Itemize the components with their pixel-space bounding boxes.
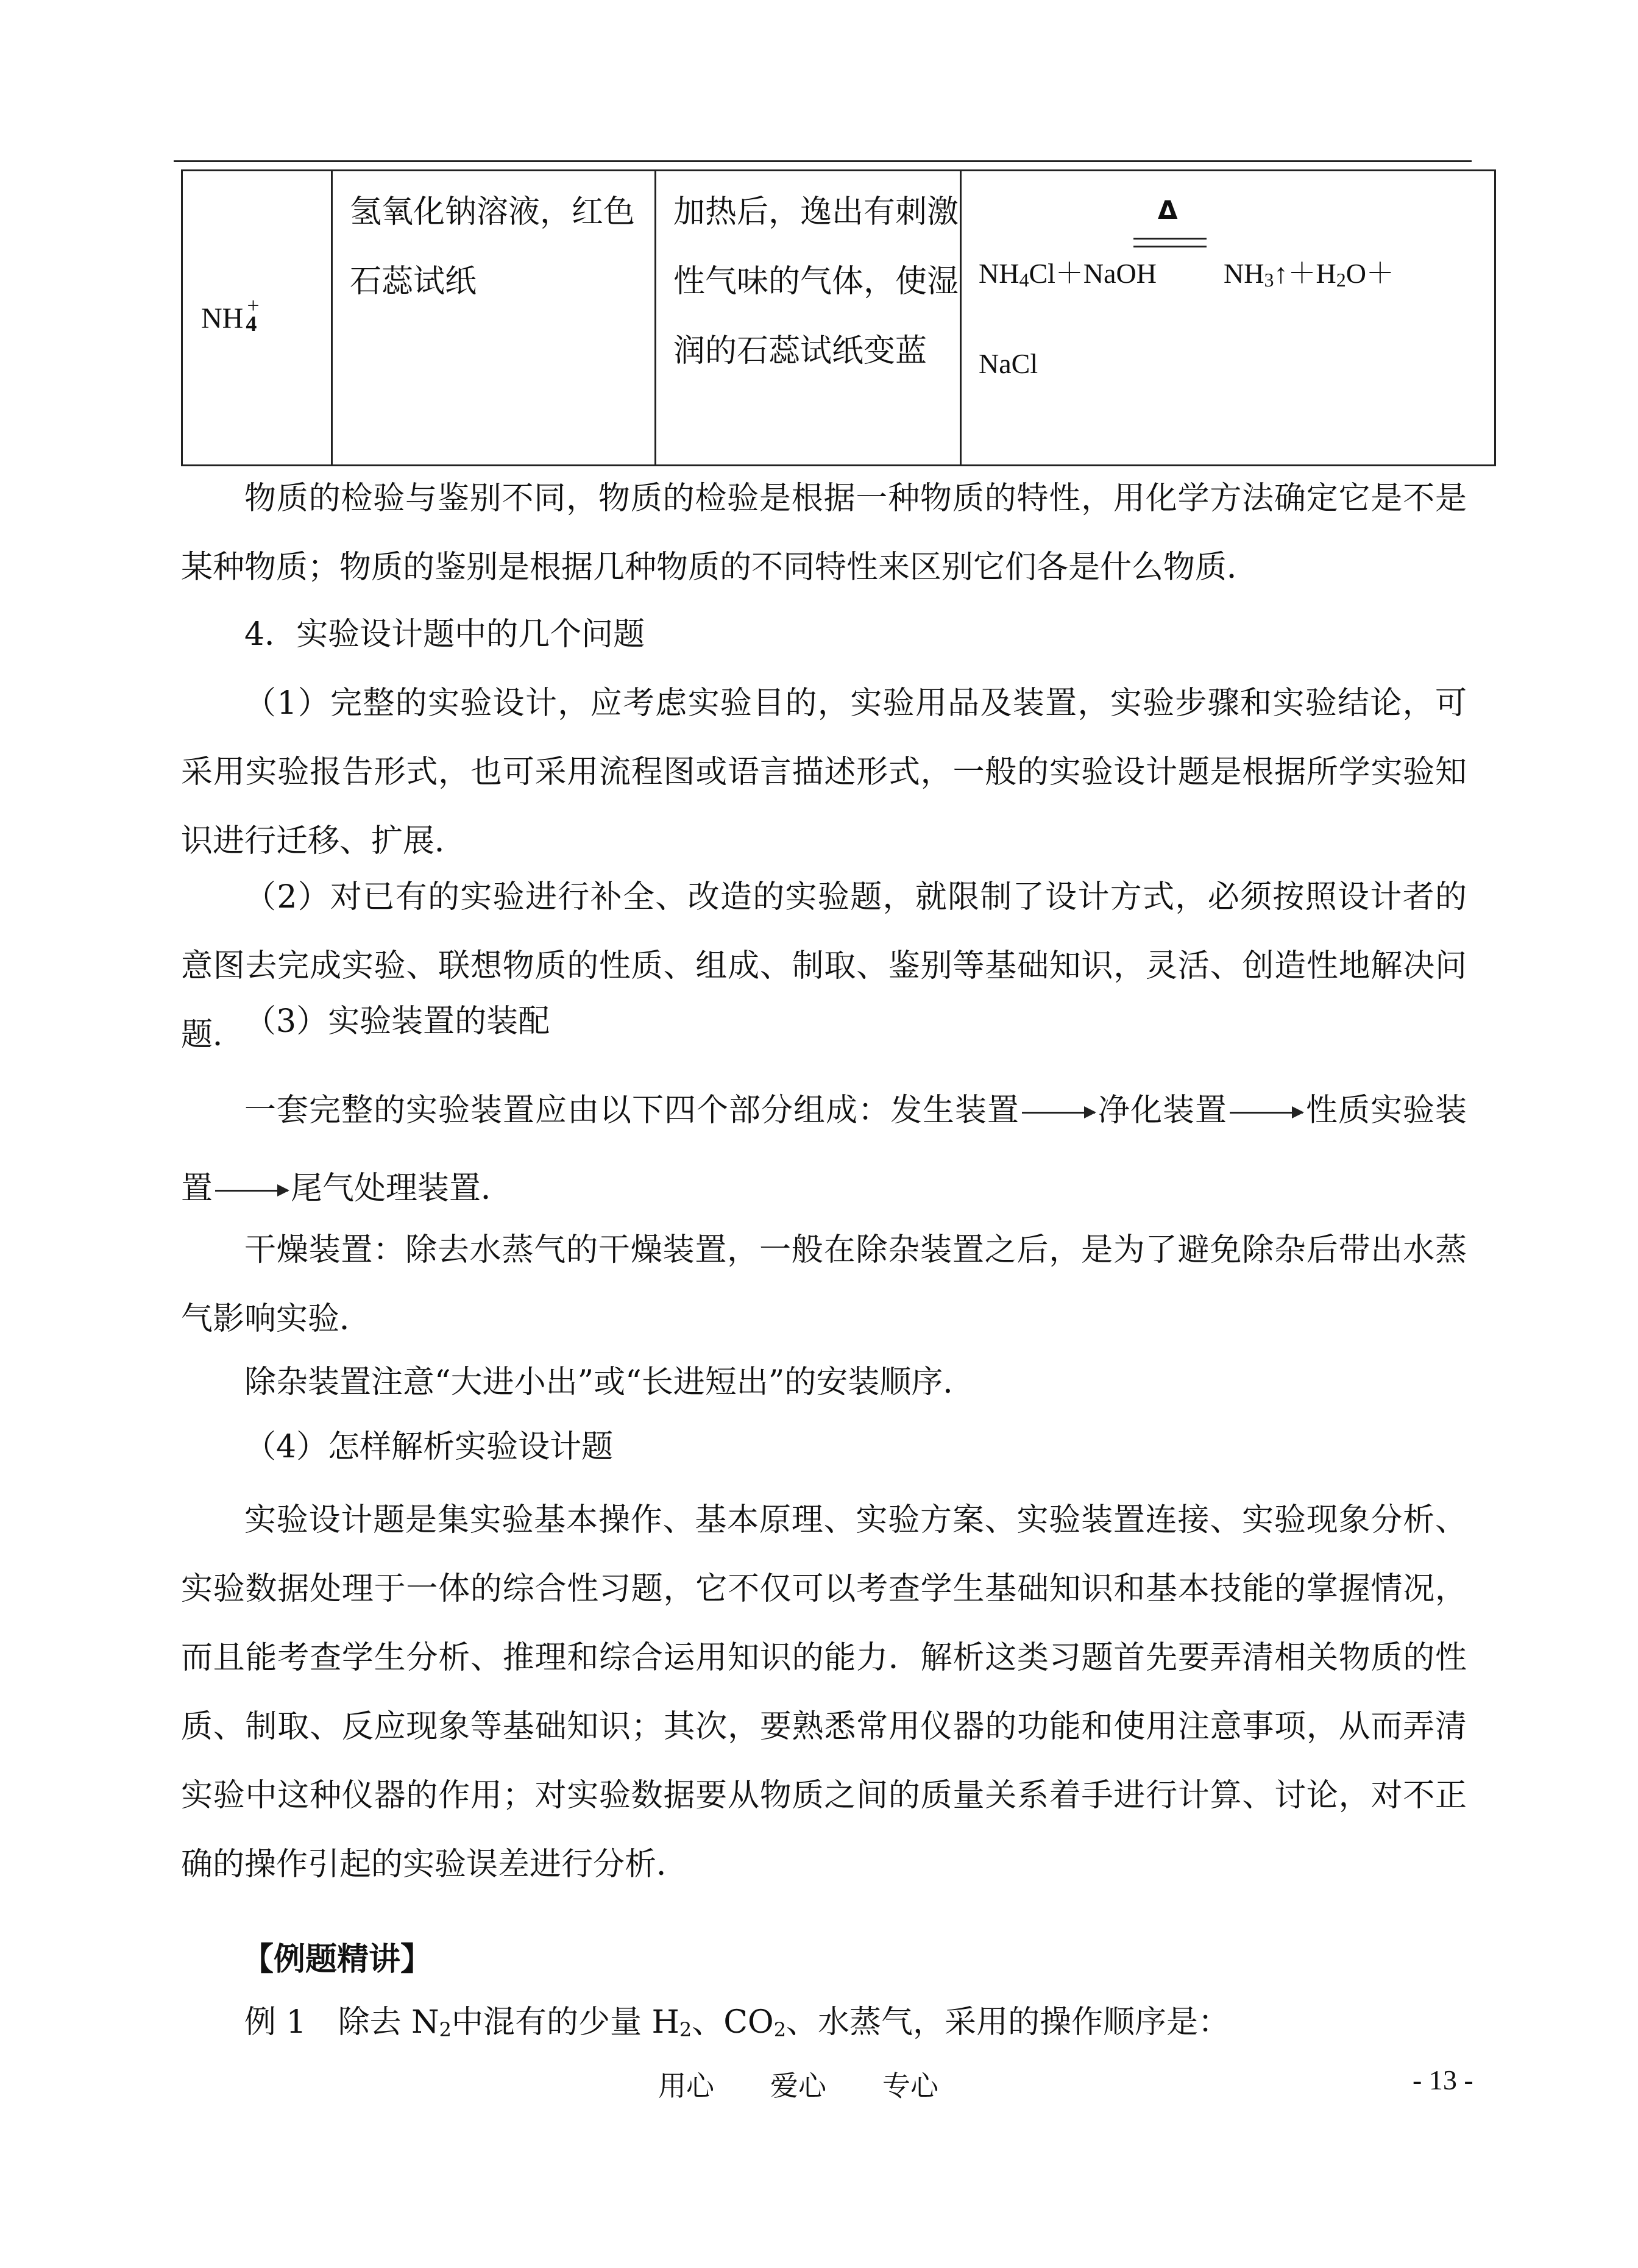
phenomenon-text: 加热后，逸出有刺激性气味的气体，使湿润的石蕊试纸变蓝 [673,194,959,369]
example-1: 例 1 除去 $N_2$中混有的少量 $H_2$、$CO_2$、水蒸气，采用的操作顺序是： [244,2004,1230,2041]
ion-formula: NH + 4 [201,293,260,336]
ion-cell [182,171,332,466]
equation-line-2: NaCl [979,348,1038,379]
table-row [182,171,1495,466]
paragraph-9: （4）怎样解析实验设计题 [244,1429,614,1465]
paragraph-8: 除杂装置注意“大进小出”或“长进短出”的安装顺序． [244,1364,975,1401]
paragraph-10: 实验设计题是集实验基本操作、基本原理、实验方案、实验装置连接、实验现象分析、实验数据处理于一体的综合性习题，它不仅可以考查学生基础知识和基本技能的掌握情况，而且能考查学生分析、推理和综合运用知识的能力．解析这类习题首先要弄清相关物质的性质、制取、反应现象等基础知识；其次，要熟悉常用仪器的功能和使用注意事项，从而弄清实验中这种仪器的作用；对实验数据要从物质之间的质量关系着手进行计算、讨论，对不正确的操作引起的实验误差进行分析． [181,1502,1467,1883]
phenomenon-cell [656,171,961,466]
arrow-icon [1230,1112,1303,1114]
equation-cell [961,171,1495,466]
heating-condition: Δ [1158,195,1178,225]
arrow-icon [1022,1112,1095,1114]
paragraph-3: （1）完整的实验设计，应考虑实验目的，实验用品及装置，实验步骤和实验结论，可采用实验报告形式，也可采用流程图或语言描述形式，一般的实验设计题是根据所学实验知识进行迁移、扩展． [181,685,1467,859]
examples-heading: 【例题精讲】 [242,1941,433,1978]
equation-line-1: $NH_4Cl+NaOH$ $NH_3↑+H_2O+$ [979,258,1394,291]
paragraph-5: （3）实验装置的装配 [244,1003,550,1040]
paragraph-1: 物质的检验与鉴别不同，物质的检验是根据一种物质的特性，用化学方法确定它是不是某种物质；物质的鉴别是根据几种物质的不同特性来区别它们各是什么物质． [181,480,1467,586]
paragraph-6: 一套完整的实验装置应由以下四个部分组成：发生装置 净化装置 性质实验装置 尾气处理装置． [181,1092,1467,1207]
footer-motto: 用心 爱心 专心 [658,2069,938,2102]
header-rule [174,160,1472,162]
arrow-icon [215,1190,288,1192]
reagent-table [181,169,1496,466]
paragraph-7: 干燥装置：除去水蒸气的干燥装置，一般在除杂装置之后，是为了避免除杂后带出水蒸气影响实验． [181,1232,1467,1337]
page-number: - 13 - [1413,2064,1473,2096]
reagent-cell [332,171,656,466]
section-heading-4: 4．实验设计题中的几个问题 [244,616,645,653]
equals-sign [1133,238,1207,247]
reagent-text: 氢氧化钠溶液，红色石蕊试纸 [350,194,636,300]
paragraph-4: （2）对已有的实验进行补全、改造的实验题，就限制了设计方式，必须按照设计者的意图去完成实验、联想物质的性质、组成、制取、鉴别等基础知识，灵活、创造性地解决问题． [181,879,1467,1053]
